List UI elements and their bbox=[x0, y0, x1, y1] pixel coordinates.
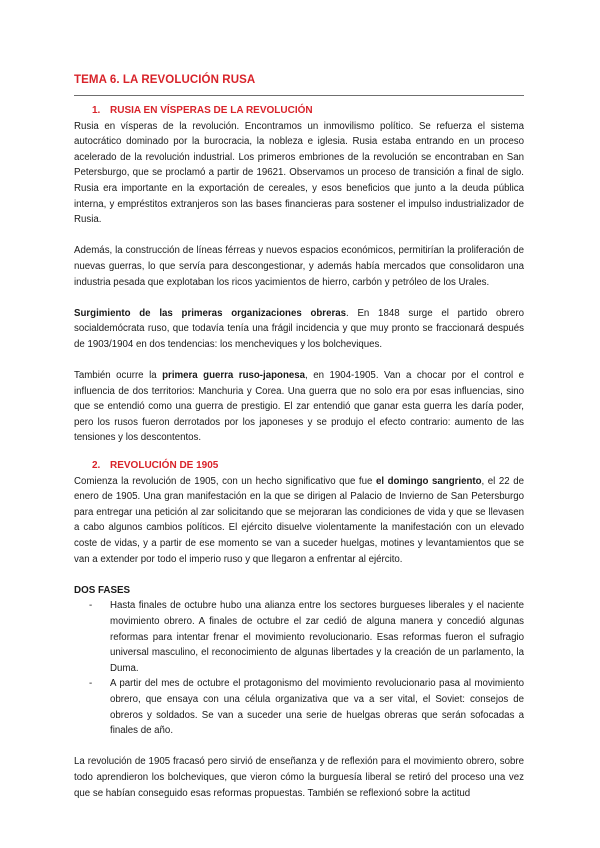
list-item bbox=[89, 676, 524, 738]
dash-bullet: - bbox=[89, 600, 93, 612]
section-2-paragraph-1-text: , el 22 de enero de 1905. Una gran manifestación en la que se dirigen al Palacio de Invierno de San Petersburgo para entregar una petición al zar solicitando que se mejoraran las condiciones de vida y que se llevasen a cabo algunos cambios políticos. El ejército disuelve violentamente la manifestación con un elevado coste de vidas, y a partir de ese momento se van a suceder huelgas, motines y levantamientos que se van a extender por todo el imperio ruso y que llegaron a enfrentar al ejército. bbox=[74, 475, 524, 565]
section-1-title: RUSIA EN VÍSPERAS DE LA REVOLUCIÓN bbox=[110, 105, 313, 116]
section-2-number: 2. bbox=[92, 460, 101, 472]
document-body bbox=[74, 103, 524, 801]
section-2-paragraph-1-pre: Comienza la revolución de 1905, con un hecho significativo que fue bbox=[74, 475, 376, 487]
list-item bbox=[89, 598, 524, 676]
russo-japanese-war-term: primera guerra ruso-japonesa bbox=[162, 370, 306, 382]
section-1-paragraph-3 bbox=[74, 306, 524, 353]
section-2-paragraph-1 bbox=[74, 474, 524, 568]
section-1-paragraph-4-pre: También ocurre la bbox=[74, 370, 163, 382]
bloody-sunday-term: el domingo sangriento bbox=[375, 475, 482, 487]
phases-heading: DOS FASES bbox=[74, 584, 131, 596]
phases-list bbox=[74, 598, 524, 738]
section-1-paragraph-2: Además, la construcción de líneas férreas y nuevos espacios económicos, permitirían la proliferación de nuevas guerras, lo que servía para descongestionar, y además había mercados que consolidaron una industria pesada que explotaban los ricos yacimientos de hierro, carbón y petróleo de los Urales. bbox=[74, 245, 524, 288]
phase-2-text: A partir del mes de octubre el protagonismo del movimiento revolucionario pasa al movimiento obrero, que ensaya con una célula organizativa que va a ser vital, el Soviet: consejos de obreros y soldados. Se van a suceder una serie de huelgas obreras que serán sofocadas a finales de año. bbox=[110, 678, 524, 737]
section-2-paragraph-final: La revolución de 1905 fracasó pero sirvió de enseñanza y de reflexión para el movimiento obrero, sobre todo aprendieron los bolcheviques, que vieron cómo la burguesía liberal se retiró del proceso una vez que se habían conseguido esas reformas propuestas. También se reflexionó sobre la actitud bbox=[74, 756, 524, 799]
section-2-title: REVOLUCIÓN DE 1905 bbox=[110, 460, 219, 472]
section-1-paragraph-4 bbox=[74, 368, 524, 446]
section-1-paragraph-3-text: . En 1848 surge el partido obrero socialdemócrata ruso, que todavía tenía una frágil incidencia y que muy pronto se fraccionará después de 1903/1904 en dos tendencias: los mencheviques y los bolcheviques. bbox=[74, 307, 524, 350]
section-1-paragraph-1: Rusia en vísperas de la revolución. Encontramos un inmovilismo político. Se refuerza el sistema autocrático dominado por la burocracia, la nobleza e iglesia. Rusia estaba entrando en un proceso acelerado de la revolución industrial. Los primeros embriones de la revolución se encontraban en San Petersburgo, que se proclamó a partir de 19621. Observamos un proceso de transición a final de siglo. Rusia era importante en la exportación de cereales, y esos beneficios que junto a la deuda pública interna, y empréstitos extranjeros son las bases financieras para sostener el impulso industrializador de Rusia. bbox=[74, 120, 524, 226]
phase-1-text: Hasta finales de octubre hubo una alianza entre los sectores burgueses liberales y el naciente movimiento obrero. A finales de octubre el zar cedió de alguna manera y concedió algunas reformas para intentar frenar el movimiento revolucionario. Esas reformas fueron el sufragio universal masculino, el reconocimiento de algunas libertades y la creación de un parlamento, la Duma. bbox=[110, 600, 524, 674]
section-2-heading bbox=[74, 458, 524, 474]
dash-bullet: - bbox=[89, 678, 93, 690]
workers-organizations-term: Surgimiento de las primeras organizaciones obreras bbox=[74, 307, 347, 319]
section-1-paragraph-4-text: , en 1904-1905. Van a chocar por el control e influencia de dos territorios: Manchuria y Corea. Una guerra que no solo era por esas influencias, sino que se entendió como una guerra de prestigio. El zar entendió que ganar esta guerra les daría poder, pero los rusos fueron derrotados por los japoneses y se produjo el efecto contrario: aumento de las tensiones y los descontentos. bbox=[74, 370, 524, 444]
page-title: TEMA 6. LA REVOLUCIÓN RUSA bbox=[74, 74, 256, 86]
title-divider bbox=[74, 95, 524, 96]
section-1-number: 1. bbox=[92, 105, 101, 116]
section-1-heading bbox=[74, 103, 524, 119]
